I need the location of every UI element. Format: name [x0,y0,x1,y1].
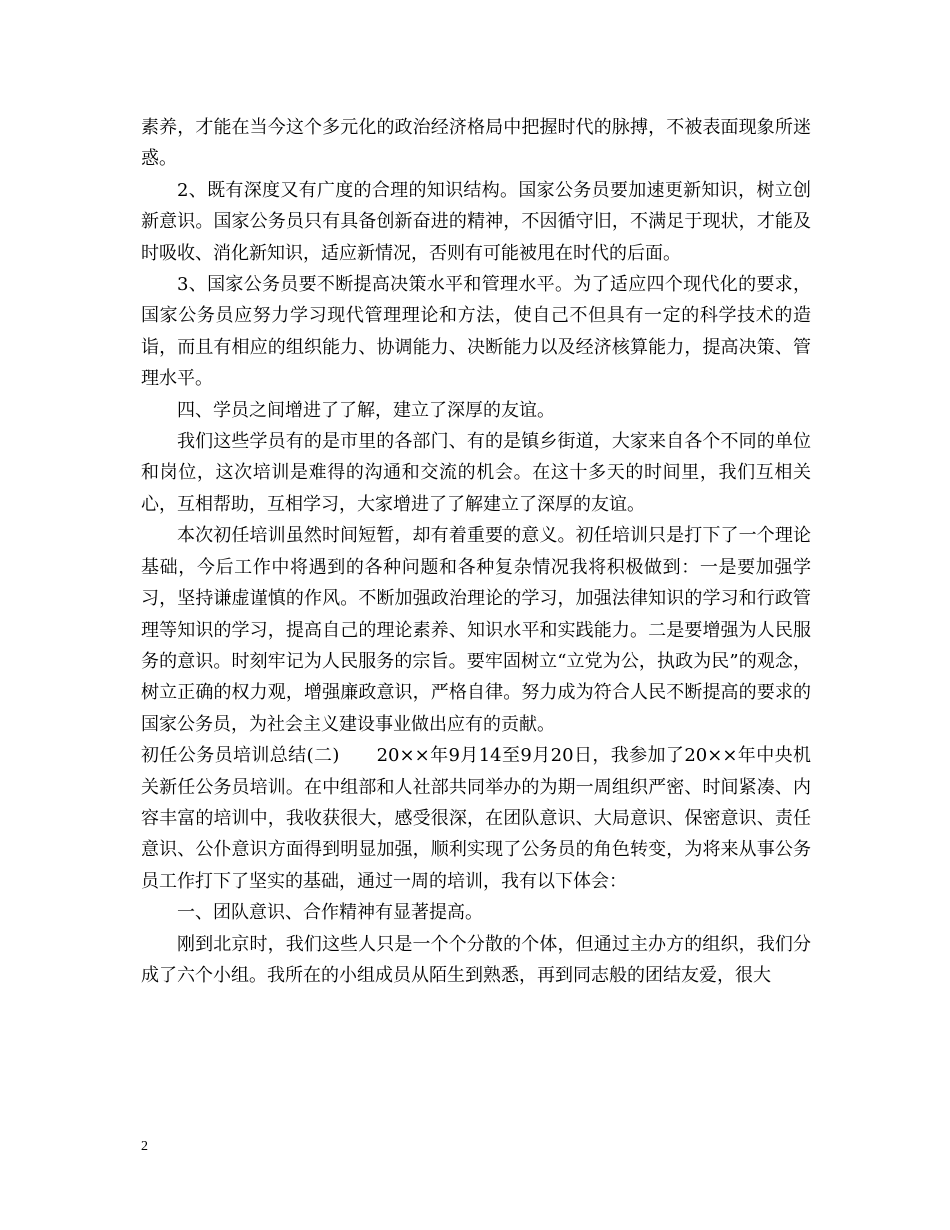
document-body [141,112,811,991]
paragraph: 2、既有深度又有广度的合理的知识结构。国家公务员要加速更新知识，树立创新意识。国家公务员只有具备创新奋进的精神，不因循守旧，不满足于现状，才能及时吸收、消化新知识，适应新情况，否则有可能被甩在时代的后面。 [141,179,811,264]
paragraph: 刚到北京时，我们这些人只是一个个分散的个体，但通过主办方的组织，我们分成了六个小组。我所在的小组成员从陌生到熟悉，再到同志般的团结友爱，很大 [141,933,811,986]
paragraph: 我们这些学员有的是市里的各部门、有的是镇乡街道，大家来自各个不同的单位和岗位，这次培训是难得的沟通和交流的机会。在这十多天的时间里，我们互相关心，互相帮助，互相学习，大家增进了了解建立了深厚的友谊。 [141,431,811,515]
paragraph: 3、国家公务员要不断提高决策水平和管理水平。为了适应四个现代化的要求，国家公务员应努力学习现代管理理论和方法，使自己不但具有一定的科学技术的造诣，而且有相应的组织能力、协调能力、决断能力以及经济核算能力，提高决策、管理水平。 [141,274,811,390]
paragraph-heading: 四、学员之间增进了了解，建立了深厚的友谊。 [177,399,555,421]
paragraph: 初任公务员培训总结(二) 20××年9月14至9月20日，我参加了20××年中央机关新任公务员培训。在中组部和人社部共同举办的为期一周组织严密、时间紧凑、内容丰富的培训中，我收获很大，感受很深，在团队意识、大局意识、保密意识、责任意识、公仆意识方面得到明显加强，顺利实现了公务员的角色转变，为将来从事公务员工作打下了坚实的基础，通过一周的培训，我有以下体会： [141,745,811,892]
page-number: 2 [141,1139,148,1154]
paragraph-heading: 一、团队意识、合作精神有显著提高。 [177,902,483,924]
paragraph: 本次初任培训虽然时间短暂，却有着重要的意义。初任培训只是打下了一个理论基础，今后工作中将遇到的各种问题和各种复杂情况我将积极做到：一是要加强学习，坚持谦虚谨慎的作风。不断加强政治理论的学习，加强法律知识的学习和行政管理等知识的学习，提高自己的理论素养、知识水平和实践能力。二是要增强为人民服务的意识。时刻牢记为人民服务的宗旨。要牢固树立“立党为公，执政为民”的观念，树立正确的权力观，增强廉政意识，严格自律。努力成为符合人民不断提高的要求的国家公务员，为社会主义建设事业做出应有的贡献。 [141,525,811,735]
paragraph: 素养，才能在当今这个多元化的政治经济格局中把握时代的脉搏，不被表面现象所迷惑。 [141,117,811,170]
